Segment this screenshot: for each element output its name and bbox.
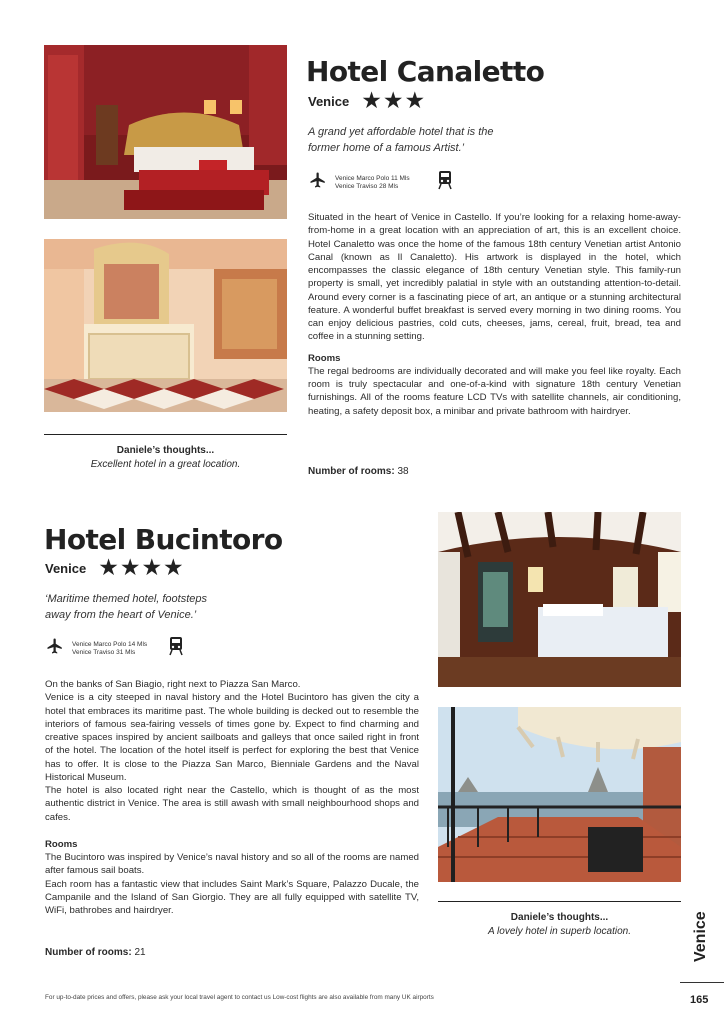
- tagline-line-2: former home of a famous Artist.’: [308, 142, 465, 154]
- bucintoro-thoughts-rule: [438, 901, 681, 902]
- rooms-count-value: 21: [134, 947, 146, 958]
- canaletto-description: [308, 211, 681, 418]
- airport-line-1: Venice Marco Polo 11 Mls: [335, 174, 410, 182]
- plane-icon: [309, 171, 327, 194]
- rooms-count-label: Number of rooms:: [45, 947, 132, 958]
- canaletto-tagline: [308, 124, 494, 156]
- canaletto-city-row: [308, 90, 426, 112]
- train-icon: [438, 170, 452, 195]
- canaletto-thoughts-rule: [44, 434, 287, 435]
- canaletto-thoughts: [44, 444, 287, 472]
- tagline-line-2: away from the heart of Venice.’: [45, 609, 197, 621]
- canaletto-bedroom-photo: [44, 45, 287, 219]
- train-icon: [169, 636, 183, 661]
- rooms-count-label: Number of rooms:: [308, 466, 395, 477]
- bucintoro-rooms-count: [45, 947, 146, 958]
- rooms-heading: Rooms: [308, 352, 341, 364]
- canaletto-reception-photo: [44, 239, 287, 412]
- description-paragraph-2: Venice is a city steeped in naval history and the Hotel Bucintoro has given the city a hotel that embraces its maritime past. The whole building is decked out to resemble the interiors of famous sea-fairing vessels of times gone by. Expect to find charming and creative spaces inspired by ancient sailboats and galleys that once sailed right in front of the hotel. The location of the hotel itself is perfect for exploring the best that Venice has to offer. It is close to the Piazza San Marco, Bienniale Gardens and the Naval Historical Museum.: [45, 692, 419, 783]
- description-paragraph: Situated in the heart of Venice in Castello. If you’re looking for a relaxing home-away-from-home in a great location with an appreciation of art, this is an excellent choice. Hotel Canaletto was once the home of the famous 18th century Venetian artist Antonio Canal (known as Il Canaletto). His artwork is displayed in the hotel, which encompasses the classic elegance of 18th century Venetian style. This family-run property is small, yet incredibly palatial in style with an outstanding attention-to-detail. Around every corner is a fascinating piece of art, an antique or a stunning architectural feature. A wonderful buffet breakfast is served every morning in two dining rooms. You can enjoy delicious pastries, cold cuts, cheeses, jams, cereal, fruit, bread, tea and coffee in a stunning setting.: [308, 212, 681, 343]
- description-paragraph-1: On the banks of San Biagio, right next to Piazza San Marco.: [45, 679, 301, 690]
- page-number-rule: [680, 982, 724, 983]
- rooms-heading: Rooms: [45, 838, 78, 850]
- canaletto-transport: [309, 170, 452, 195]
- thoughts-text: Excellent hotel in a great location.: [90, 459, 241, 470]
- rooms-paragraph: The regal bedrooms are individually decorated and will make you feel like royalty. Each room is truly spectacular and one-of-a-kind with signature 18th century Venetian furnishings. All of the rooms feature LCD TVs with satellite channels, air conditioning, heating, a safety deposit box, a minibar and private bathroom with hairdryer.: [308, 365, 681, 417]
- canaletto-title: Hotel Canaletto: [306, 55, 545, 88]
- thoughts-text: A lovely hotel in superb location.: [487, 926, 632, 937]
- airport-line-2: Venice Traviso 31 Mls: [72, 648, 136, 656]
- bucintoro-airports: [72, 641, 147, 657]
- page-number: 165: [690, 994, 709, 1006]
- bucintoro-room-photo: [438, 512, 681, 687]
- rooms-paragraph-1: The Bucintoro was inspired by Venice’s naval history and so all of the rooms are named after famous sail boats.: [45, 852, 419, 877]
- bucintoro-title: Hotel Bucintoro: [44, 523, 283, 556]
- rooms-count-value: 38: [397, 466, 409, 477]
- bucintoro-city-row: [45, 557, 185, 579]
- tagline-line-1: ‘Maritime themed hotel, footsteps: [45, 593, 208, 605]
- canaletto-star-rating: ★★★: [361, 88, 427, 114]
- thoughts-heading: Daniele’s thoughts...: [116, 445, 215, 456]
- canaletto-rooms-count: [308, 466, 409, 477]
- bucintoro-terrace-photo: [438, 707, 681, 882]
- description-paragraph-3: The hotel is also located right near the Castello, which is thought of as the most authentic district in Venice. The area is still awash with small neighbourhood shops and cafes.: [45, 785, 419, 823]
- thoughts-heading: Daniele’s thoughts...: [510, 912, 609, 923]
- bucintoro-thoughts: [438, 911, 681, 939]
- airport-line-1: Venice Marco Polo 14 Mls: [72, 640, 148, 648]
- bucintoro-transport: [46, 636, 183, 661]
- bucintoro-description: [45, 678, 419, 917]
- side-tab-label: Venice: [692, 911, 709, 962]
- footer-note: For up-to-date prices and offers, please ask your local travel agent to contact us Low-cost flights are also available from many UK airports: [45, 994, 434, 1001]
- bucintoro-city: Venice: [45, 560, 87, 576]
- bucintoro-star-rating: ★★★★: [98, 555, 185, 581]
- canaletto-airports: [335, 175, 410, 191]
- plane-icon: [46, 637, 64, 660]
- bucintoro-tagline: [45, 591, 207, 623]
- airport-line-2: Venice Traviso 28 Mls: [335, 182, 399, 190]
- section-side-tab: [684, 896, 724, 970]
- rooms-paragraph-2: Each room has a fantastic view that includes Saint Mark’s Square, Palazzo Ducale, the Campanile and the Island of San Giorgio. They are all fully equipped with satellite TV, WiFi, bathrobes and hairdryer.: [45, 878, 419, 916]
- canaletto-city: Venice: [308, 93, 350, 109]
- tagline-line-1: A grand yet affordable hotel that is the: [308, 126, 494, 138]
